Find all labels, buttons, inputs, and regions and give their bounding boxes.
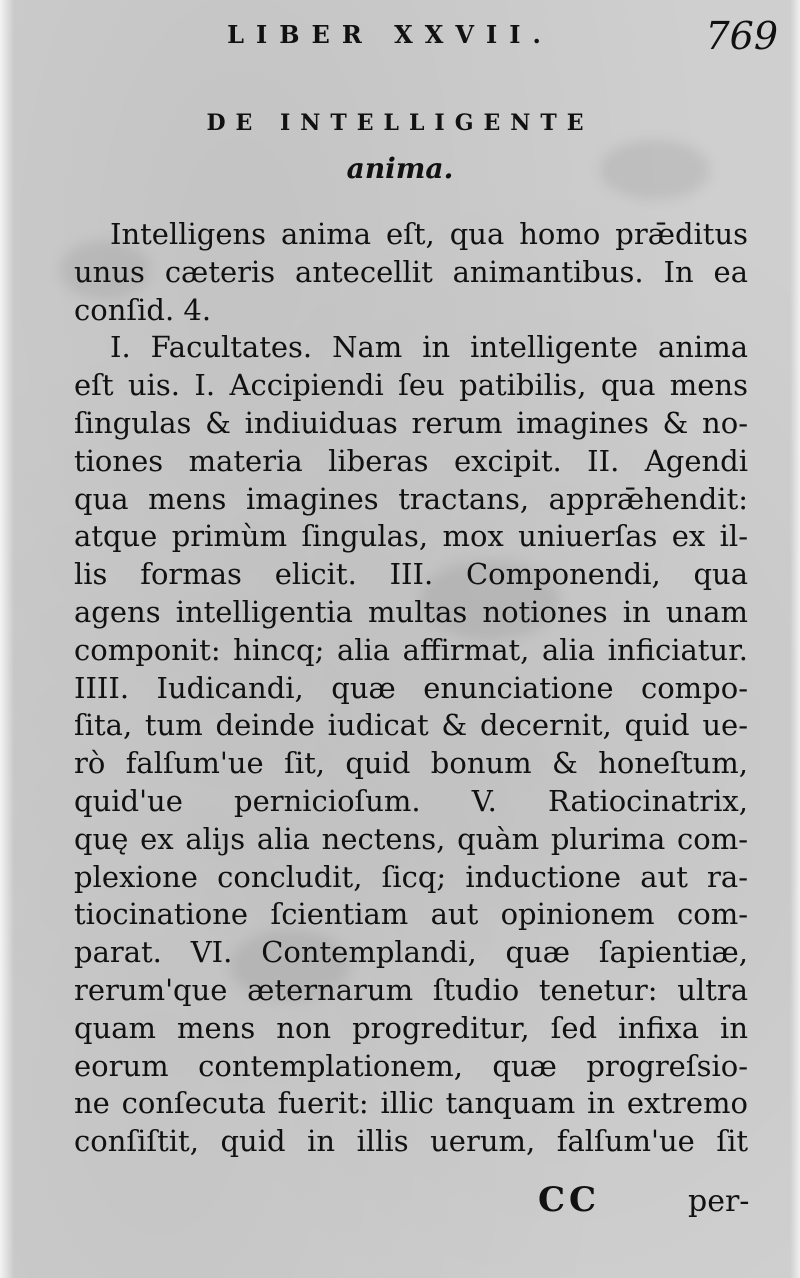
text-line: rerum'que æternarum ſtudio tenetur: ultra: [74, 972, 748, 1007]
page-edge-right: [790, 0, 800, 1278]
text-line: ne conſecuta fuerit: illic tanquam in extremo: [74, 1086, 748, 1121]
footer-catchline: [520, 1180, 780, 1230]
text-line: I. Facultates. Nam in intelligente anima: [110, 330, 748, 365]
text-line: Intelligens anima eſt, qua homo prǣditus: [110, 217, 748, 251]
signature-mark: CC: [538, 1180, 601, 1220]
text-line: agens intelligentia multas notiones in unam: [74, 594, 748, 629]
text-line: quid'ue pernicioſum. V. Ratiocinatrix,: [74, 783, 748, 818]
text-line: qua mens imagines tractans, apprǣhendit:: [74, 481, 748, 516]
text-line: ſita, tum deinde iudicat & decernit, quid ue-: [74, 708, 748, 743]
text-line: eſt uis. I. Accipiendi ſeu patibilis, qua mens: [74, 368, 748, 403]
text-line: parat. VI. Contemplandi, quæ ſapientiæ,: [74, 935, 748, 970]
text-line: tiones materia liberas excipit. II. Agendi: [74, 443, 748, 478]
chapter-subtitle: anima.: [346, 152, 454, 185]
running-head: LIBER XXVII.: [227, 20, 553, 49]
text-line: IIII. Iudicandi, quæ enunciatione compo-: [74, 670, 748, 705]
text-line: conſid. 4.: [74, 292, 212, 327]
text-line: ſingulas & indiuiduas rerum imagines & no-: [74, 405, 748, 440]
text-line: lis formas elicit. III. Componendi, qua: [74, 557, 748, 592]
paper-stain: [600, 140, 710, 200]
text-line: eorum contemplationem, quæ progreſsio-: [74, 1048, 748, 1083]
page-number: 769: [705, 14, 778, 58]
body-text: [74, 216, 748, 1161]
text-line: quę ex aliȷs alia nectens, quàm plurima com-: [74, 821, 748, 856]
chapter-title: DE INTELLIGENTE: [206, 110, 594, 136]
text-line: componit: hincq; alia affirmat, alia inficiatur.: [74, 632, 748, 667]
page-edge-left: [0, 0, 14, 1278]
text-line: atque primùm ſingulas, mox uniuerſas ex il-: [74, 519, 748, 554]
text-line: plexione concludit, ſicq; inductione aut ra-: [74, 859, 748, 894]
text-line: tiocinatione ſcientiam aut opinionem com-: [74, 897, 748, 932]
catchword: per-: [688, 1184, 750, 1219]
text-line: conſiſtit, quid in illis uerum, falſum'ue ſit: [74, 1124, 748, 1159]
text-line: unus cæteris antecellit animantibus. In ea: [74, 254, 748, 289]
text-line: quam mens non progreditur, ſed infixa in: [74, 1010, 748, 1045]
text-line: rò falſum'ue ſit, quid bonum & honeſtum,: [74, 746, 748, 781]
